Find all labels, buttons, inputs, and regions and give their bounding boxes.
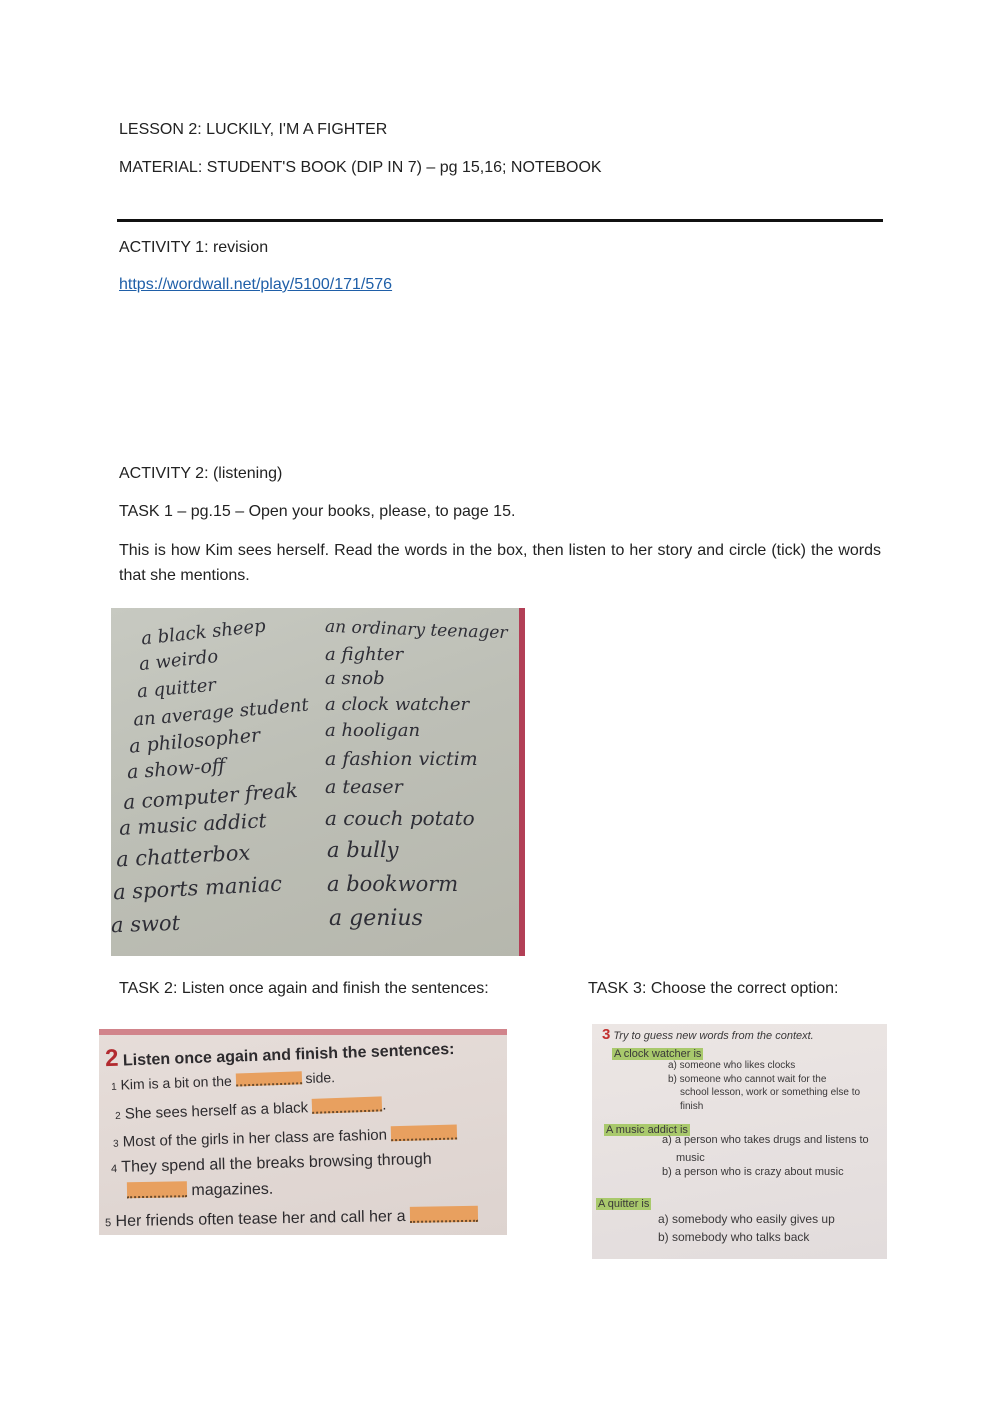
- divider: [117, 219, 883, 222]
- activity2-title: ACTIVITY 2: (listening): [119, 465, 283, 482]
- term-music-addict: A music addict is: [606, 1124, 688, 1136]
- sentence-4-cont: magazines.: [127, 1180, 274, 1202]
- option-b: b) a person who is crazy about music: [662, 1166, 844, 1178]
- answer-gap: [410, 1206, 478, 1223]
- word-right-5: a hooligan: [325, 720, 421, 741]
- word-left-9: a chatterbox: [115, 840, 251, 872]
- task2-title: TASK 2: Listen once again and finish the sentences:: [119, 980, 489, 997]
- word-left-10: a sports maniac: [112, 871, 283, 905]
- task1-instructions: This is how Kim sees herself. Read the words in the box, then listen to her story and circle (tick) the words that she mentions.: [119, 542, 881, 584]
- material-line: MATERIAL: STUDENT'S BOOK (DIP IN 7) – pg 15,16; NOTEBOOK: [119, 159, 602, 176]
- word-right-2: a fighter: [325, 644, 404, 665]
- word-box-photo: [111, 608, 525, 956]
- sentences-heading: [105, 1033, 455, 1073]
- term-clock-watcher: A clock watcher is: [614, 1048, 702, 1060]
- options-heading: [602, 1026, 814, 1043]
- option-b-cont: school lesson, work or something else to: [680, 1087, 861, 1098]
- activity1-title: ACTIVITY 1: revision: [119, 239, 269, 256]
- answer-gap: [127, 1181, 187, 1198]
- word-right-4: a clock watcher: [325, 694, 470, 715]
- option-a-cont: music: [676, 1152, 705, 1164]
- option-a: a) someone who likes clocks: [668, 1060, 796, 1071]
- exercise-number: 3: [602, 1026, 611, 1043]
- option-a: a) a person who takes drugs and listens to: [662, 1134, 869, 1146]
- word-right-1: an ordinary teenager: [324, 616, 508, 644]
- task1-text: TASK 1 – pg.15 – Open your books, please, to page 15.: [119, 503, 516, 520]
- word-left-5: a philosopher: [128, 724, 261, 758]
- word-left-4: an average student: [132, 694, 310, 731]
- word-right-7: a teaser: [325, 776, 403, 798]
- answer-gap: [312, 1096, 382, 1113]
- word-left-8: a music addict: [118, 808, 268, 840]
- word-right-10: a bookworm: [327, 872, 459, 896]
- sentence-3: 3 Most of the girls in her class are fashion: [113, 1124, 458, 1150]
- word-left-6: a show-off: [126, 754, 227, 784]
- term-quitter: A quitter is: [598, 1198, 650, 1210]
- options-photo: [592, 1024, 887, 1259]
- word-right-6: a fashion victim: [325, 748, 478, 770]
- word-left-1: a black sheep: [140, 615, 267, 650]
- answer-gap: [391, 1124, 457, 1140]
- exercise-number: 2: [104, 1044, 119, 1073]
- sentence-1: 1 Kim is a bit on the side.: [110, 1069, 336, 1093]
- exercise-title: Listen once again and finish the sentences:: [122, 1040, 455, 1070]
- word-left-3: a quitter: [136, 674, 217, 703]
- sentence-4: 4 They spend all the breaks browsing through: [110, 1150, 432, 1176]
- task3-title: TASK 3: Choose the correct option:: [588, 980, 839, 997]
- option-a: a) somebody who easily gives up: [658, 1212, 835, 1226]
- wordwall-link[interactable]: https://wordwall.net/play/5100/171/576: [119, 276, 393, 293]
- word-right-3: a snob: [325, 668, 385, 689]
- sentence-2: 2 She sees herself as a black .: [114, 1096, 387, 1123]
- option-b: b) somebody who talks back: [658, 1230, 810, 1244]
- page-edge: [519, 608, 525, 956]
- exercise-title: Try to guess new words from the context.: [613, 1030, 814, 1042]
- word-left-11: a swot: [111, 910, 181, 938]
- word-right-9: a bully: [327, 838, 399, 862]
- word-left-7: a computer freak: [122, 777, 299, 815]
- option-b: b) someone who cannot wait for the: [668, 1074, 827, 1085]
- option-b-cont: finish: [680, 1101, 704, 1112]
- sentence-5: 5 Her friends often tease her and call her a: [105, 1206, 478, 1232]
- word-left-2: a weirdo: [138, 645, 220, 676]
- lesson-title: LESSON 2: LUCKILY, I'M A FIGHTER: [119, 121, 388, 138]
- sentences-photo: [99, 1029, 507, 1235]
- word-right-11: a genius: [329, 906, 423, 931]
- word-right-8: a couch potato: [325, 806, 475, 830]
- answer-gap: [235, 1071, 301, 1087]
